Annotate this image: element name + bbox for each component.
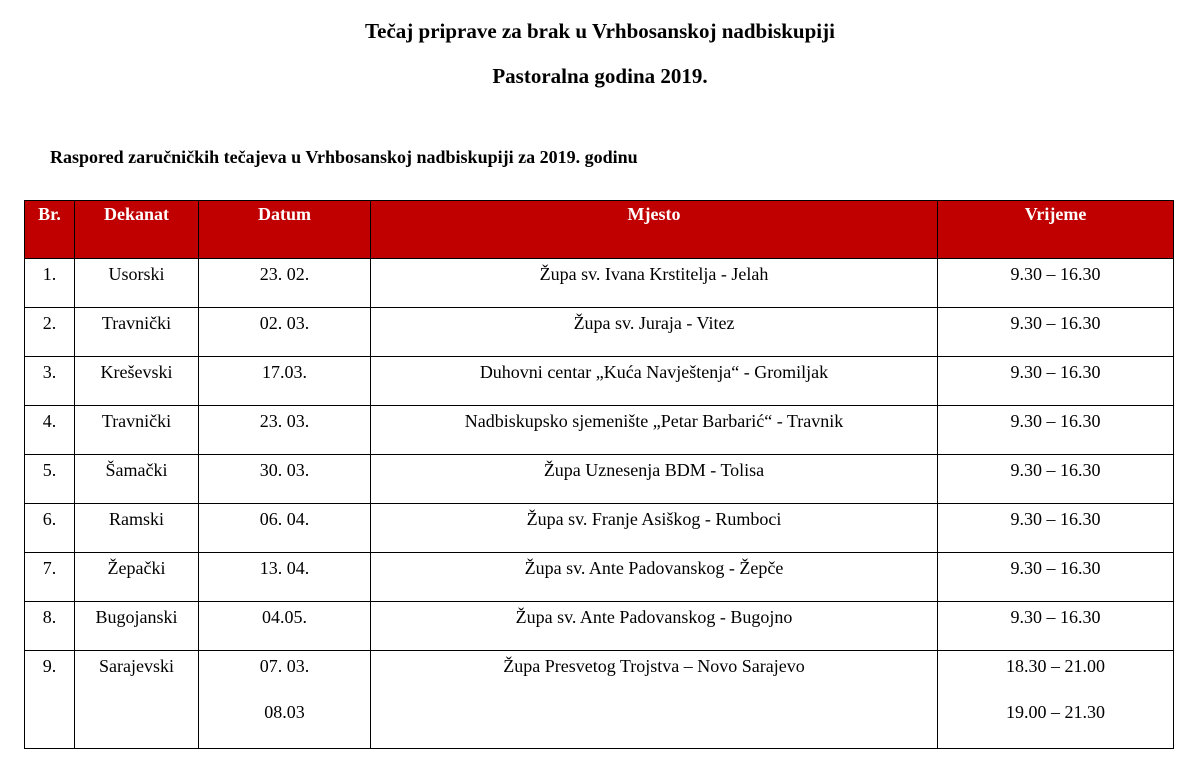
table-row <box>25 651 1174 749</box>
cell-mjesto: Župa sv. Ante Padovanskog - Žepče <box>371 553 938 602</box>
cell-dekanat: Travnički <box>75 406 199 455</box>
header-dekanat: Dekanat <box>75 201 199 259</box>
document-title: Tečaj priprave za brak u Vrhbosanskoj nadbiskupiji <box>365 19 835 43</box>
table-row <box>25 406 1174 455</box>
datum-line-1: 07. 03. <box>259 656 310 676</box>
table-row <box>25 602 1174 651</box>
cell-br: 3. <box>25 357 75 406</box>
vrijeme-line-2: 19.00 – 21.30 <box>1006 702 1105 722</box>
cell-vrijeme: 9.30 – 16.30 <box>938 455 1174 504</box>
header-br: Br. <box>25 201 75 259</box>
cell-mjesto: Župa sv. Juraja - Vitez <box>371 308 938 357</box>
header-datum: Datum <box>199 201 371 259</box>
table-caption: Raspored zaručničkih tečajeva u Vrhbosanskoj nadbiskupiji za 2019. godinu <box>50 147 638 167</box>
table-row <box>25 259 1174 308</box>
cell-br: 8. <box>25 602 75 651</box>
cell-dekanat: Ramski <box>75 504 199 553</box>
cell-vrijeme: 9.30 – 16.30 <box>938 357 1174 406</box>
table-row <box>25 504 1174 553</box>
cell-br: 1. <box>25 259 75 308</box>
cell-br: 5. <box>25 455 75 504</box>
table-body <box>25 259 1174 749</box>
cell-mjesto: Župa Presvetog Trojstva – Novo Sarajevo <box>371 651 938 749</box>
header-mjesto: Mjesto <box>371 201 938 259</box>
cell-vrijeme: 9.30 – 16.30 <box>938 308 1174 357</box>
cell-mjesto: Župa sv. Ivana Krstitelja - Jelah <box>371 259 938 308</box>
cell-vrijeme: 9.30 – 16.30 <box>938 406 1174 455</box>
document-subtitle: Pastoralna godina 2019. <box>492 64 708 88</box>
cell-datum <box>199 651 371 749</box>
cell-dekanat: Kreševski <box>75 357 199 406</box>
cell-datum: 23. 03. <box>199 406 371 455</box>
datum-line-2: 08.03 <box>264 702 305 722</box>
cell-vrijeme: 9.30 – 16.30 <box>938 602 1174 651</box>
cell-mjesto: Župa sv. Franje Asiškog - Rumboci <box>371 504 938 553</box>
cell-vrijeme: 9.30 – 16.30 <box>938 553 1174 602</box>
cell-dekanat: Bugojanski <box>75 602 199 651</box>
cell-br: 9. <box>25 651 75 749</box>
header-vrijeme: Vrijeme <box>938 201 1174 259</box>
cell-datum: 02. 03. <box>199 308 371 357</box>
cell-dekanat: Šamački <box>75 455 199 504</box>
cell-br: 6. <box>25 504 75 553</box>
cell-br: 2. <box>25 308 75 357</box>
cell-vrijeme: 9.30 – 16.30 <box>938 504 1174 553</box>
cell-dekanat: Usorski <box>75 259 199 308</box>
table-header <box>25 201 1174 259</box>
cell-dekanat: Travnički <box>75 308 199 357</box>
cell-datum: 13. 04. <box>199 553 371 602</box>
cell-mjesto: Župa sv. Ante Padovanskog - Bugojno <box>371 602 938 651</box>
cell-br: 7. <box>25 553 75 602</box>
cell-mjesto: Duhovni centar „Kuća Navještenja“ - Gromiljak <box>371 357 938 406</box>
cell-mjesto: Nadbiskupsko sjemenište „Petar Barbarić“ - Travnik <box>371 406 938 455</box>
table-row <box>25 553 1174 602</box>
cell-datum: 23. 02. <box>199 259 371 308</box>
cell-vrijeme <box>938 651 1174 749</box>
table-row <box>25 357 1174 406</box>
cell-datum: 06. 04. <box>199 504 371 553</box>
cell-br: 4. <box>25 406 75 455</box>
schedule-table <box>24 200 1174 749</box>
cell-datum: 30. 03. <box>199 455 371 504</box>
table-row <box>25 455 1174 504</box>
cell-dekanat: Sarajevski <box>75 651 199 749</box>
cell-dekanat: Žepački <box>75 553 199 602</box>
cell-mjesto: Župa Uznesenja BDM - Tolisa <box>371 455 938 504</box>
vrijeme-line-1: 18.30 – 21.00 <box>1006 656 1105 676</box>
cell-vrijeme: 9.30 – 16.30 <box>938 259 1174 308</box>
cell-datum: 04.05. <box>199 602 371 651</box>
table-row <box>25 308 1174 357</box>
cell-datum: 17.03. <box>199 357 371 406</box>
header-row <box>25 201 1174 259</box>
